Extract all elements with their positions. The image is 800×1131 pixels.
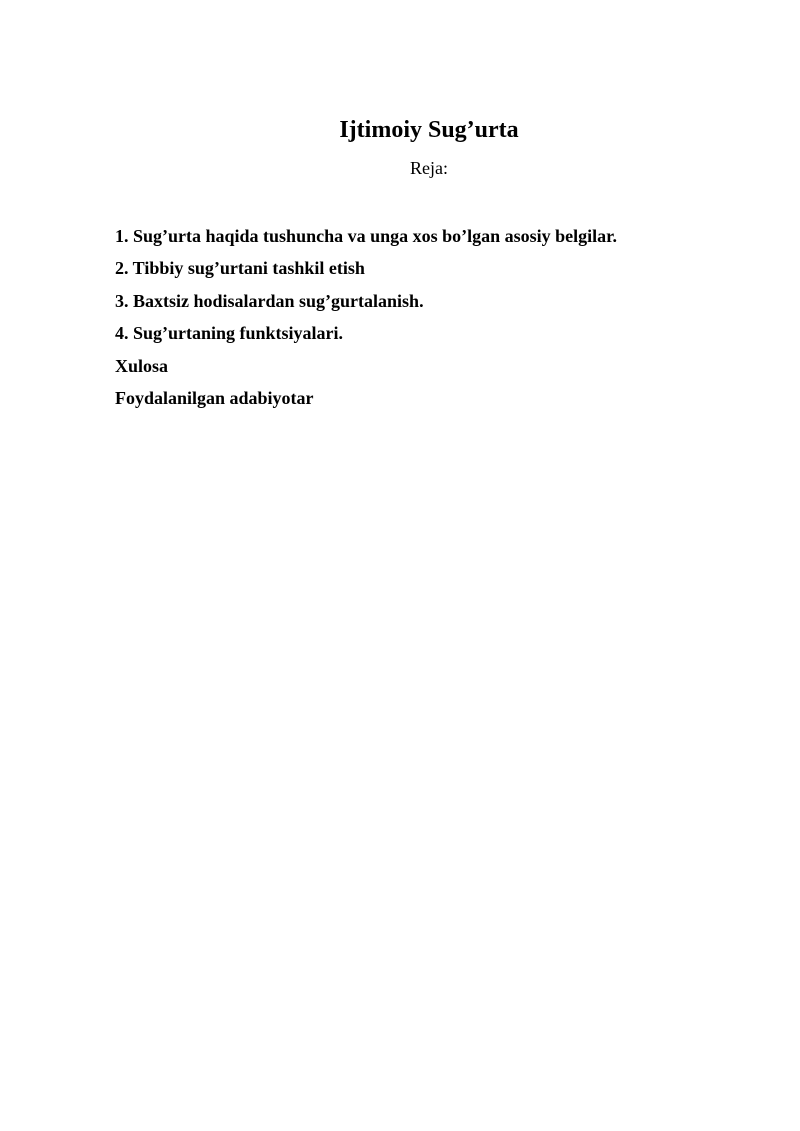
plan-heading: Reja: — [410, 158, 448, 178]
plan-item-conclusion: Xulosa — [115, 355, 169, 376]
plan-item: 1. Sug’urta haqida tushuncha va unga xos bo’lgan asosiy belgilar. — [115, 226, 617, 246]
plan-item: 2. Tibbiy sug’urtani tashkil etish — [115, 258, 365, 279]
plan-item: 4. Sug’urtaning funktsiyalari. — [115, 323, 344, 344]
plan-item-references: Foydalanilgan adabiyotar — [115, 388, 314, 409]
plan-list — [115, 220, 755, 414]
document-title: Ijtimoiy Sug’urta — [339, 117, 519, 143]
plan-item: 3. Baxtsiz hodisalardan sug’gurtalanish. — [115, 290, 424, 311]
